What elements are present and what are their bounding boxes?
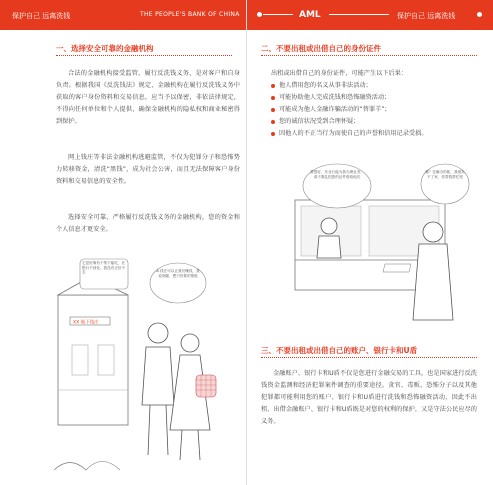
sign-text: XX 地下钱庄 (73, 320, 99, 326)
section2-bullet-1: 他人借用您的名义从事非法活动； (271, 80, 479, 92)
left-header-bank: THE PEOPLE'S BANK OF CHINA (140, 11, 240, 18)
bank-counter-illustration (265, 160, 475, 325)
left-section-rule (56, 55, 232, 56)
header-dot-icon (257, 12, 262, 17)
left-paragraph-1: 合法的金融机构接受监管，履行反洗钱义务，是对客户和自身负责。根据我国《反洗钱法》规定，金融机构在履行反洗钱义务中获取的客户身份资料和交易信息，应当予以保密，非依法律规定，不得向任何单位和个人提供，确保金融机构的隐私权和商业秘密得到保护。 (56, 70, 240, 125)
right-header-slogan: 保护自己 远离洗钱 (397, 12, 456, 20)
section2-bullet-4: 您的诚信状况受到合理怀疑； (271, 116, 479, 128)
left-bubble-2-text: A 钱庄可以让我们赚钱，我说到哪，想只你要的帮帐 (156, 269, 200, 278)
aml-logo-text: AML (299, 10, 321, 20)
underground-bank-illustration (50, 255, 230, 480)
section2-title: 二、不要出租或出借自己的身份证件 (261, 44, 381, 53)
section3-paragraph: 金融账户、银行卡和U盾不仅是您进行金融交易的工具，也是国家进行反洗钱资金监测和经济犯罪案件调查的重要途径。贪官、毒贩、恐怖分子以及其他犯罪都可能利用您的账户、银行卡和U盾进行洗钱和恐怖融资活动，因此不出租、出借金融账户、银行卡和U盾既是对您的权利的保护，又是守法公民应尽的义务。 (261, 370, 477, 425)
section2-bullet-2: 可能协助他人完成洗钱和恐怖融资活动； (271, 92, 479, 104)
right-bubble-2-text: 哪？住嘛办的帐，我借本不了家，你帮我帮忙吧 (425, 170, 465, 179)
section2-bullet-5: 因他人的不正当行为而使自己的声誉和信用记录受损。 (271, 128, 479, 140)
left-bubble-1-text: 它是好像有个帮不能吃，在银行不到处，我没有正好不去 (82, 261, 126, 275)
left-section-title: 一、选择安全可靠的金融机构 (56, 44, 154, 53)
right-bubble-1-text: 我很好，东北行能为我办理业务，请不要乱把我的证件借给他们 (310, 170, 364, 179)
section3-rule (261, 357, 477, 358)
left-header-slogan: 保护自己 远离洗钱 (12, 12, 71, 20)
section2-bullet-3: 可能成为他人金融诈骗活动的“替罪羊”； (271, 104, 479, 116)
header-line-right (329, 14, 389, 15)
right-page (247, 0, 493, 485)
left-header-bar (0, 0, 246, 30)
left-paragraph-2: 网上钱庄等非法金融机构逃避监管，不仅为犯罪分子和恐怖势力转移资金，清洗“黑钱”，成为社会公害，而且无法保障客户身份资料和交易信息的安全性。 (56, 154, 240, 185)
section2-bullet-list (271, 80, 479, 140)
right-header-bar (247, 0, 493, 30)
section3-title: 三、不要出租或出借自己的账户、银行卡和U盾 (261, 346, 418, 355)
section2-intro: 出租或出借自己的身份证件，可能产生以下后果： (271, 70, 408, 77)
header-line-left (263, 14, 293, 15)
header-dot-icon-right (477, 12, 482, 17)
left-paragraph-3: 选择安全可靠、严格履行反洗钱义务的金融机构，您的资金和个人信息才更安全。 (56, 214, 240, 233)
section2-rule (261, 55, 477, 56)
